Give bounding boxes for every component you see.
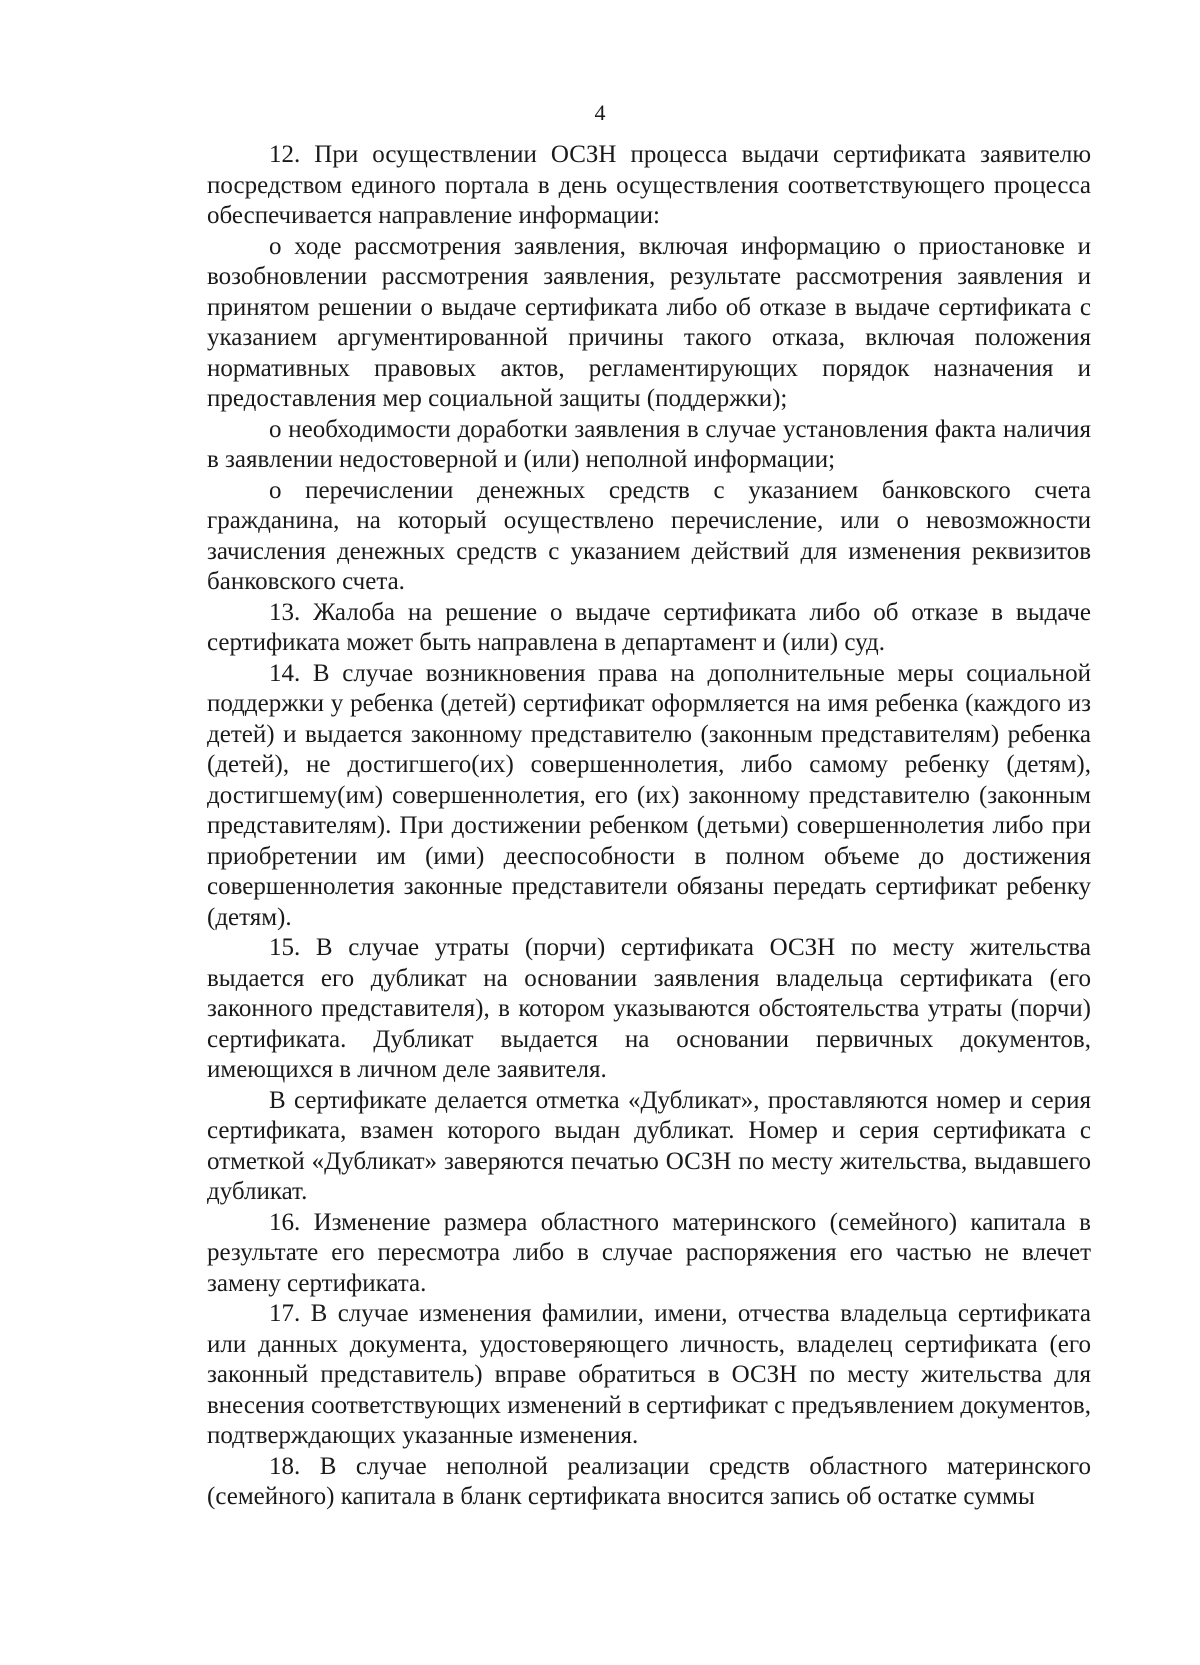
paragraph-13: 13. Жалоба на решение о выдаче сертификата либо об отказе в выдаче сертификата может быть направлена в департамент и (или) суд. [207,598,1091,656]
page-number: 4 [594,100,606,125]
paragraph-14: 14. В случае возникновения права на дополнительные меры социальной поддержки у ребенка (детей) сертификат оформляется на имя ребенка (каждого из детей) и выдается законному представителю (законным представителям) ребенка (детей), не достигшего(их) совершеннолетия, либо самому ребенку (детям), достигшему(им) совершеннолетия, его (их) законному представителю (законным представителям). При достижении ребенком (детьми) совершеннолетия либо при приобретении им (ими) дееспособности в полном объеме до достижения совершеннолетия законные представители обязаны передать сертификат ребенку (детям). [207,659,1091,931]
document-body [207,140,1091,1513]
paragraph-15: 15. В случае утраты (порчи) сертификата ОСЗН по месту жительства выдается его дубликат на основании заявления владельца сертификата (его законного представителя), в котором указываются обстоятельства утраты (порчи) сертификата. Дубликат выдается на основании первичных документов, имеющихся в личном деле заявителя. [207,934,1091,1083]
paragraph-17: 17. В случае изменения фамилии, имени, отчества владельца сертификата или данных документа, удостоверяющего личность, владелец сертификата (его законный представитель) вправе обратиться в ОСЗН по месту жительства для внесения соответствующих изменений в сертификат с предъявлением документов, подтверждающих указанные изменения. [207,1300,1091,1449]
paragraph-12-item-transfer: о перечислении денежных средств с указанием банковского счета гражданина, на который осуществлено перечисление, или о невозможности зачисления денежных средств с указанием действий для изменения реквизитов банковского счета. [207,476,1091,595]
paragraph-15-duplicate-mark: В сертификате делается отметка «Дубликат», проставляются номер и серия сертификата, взамен которого выдан дубликат. Номер и серия сертификата с отметкой «Дубликат» заверяются печатью ОСЗН по месту жительства, выдавшего дубликат. [207,1086,1091,1205]
paragraph-16: 16. Изменение размера областного материнского (семейного) капитала в результате его пересмотра либо в случае распоряжения его частью не влечет замену сертификата. [207,1208,1091,1297]
paragraph-12-item-revision: о необходимости доработки заявления в случае установления факта наличия в заявлении недостоверной и (или) неполной информации; [207,415,1091,473]
paragraph-12-item-review: о ходе рассмотрения заявления, включая информацию о приостановке и возобновлении рассмотрения заявления, результате рассмотрения заявления и принятом решении о выдаче сертификата либо об отказе в выдаче сертификата с указанием аргументированной причины такого отказа, включая положения нормативных правовых актов, регламентирующих порядок назначения и предоставления мер социальной защиты (поддержки); [207,232,1091,412]
paragraph-18: 18. В случае неполной реализации средств областного материнского (семейного) капитала в бланк сертификата вносится запись об остатке суммы [207,1452,1091,1510]
paragraph-12: 12. При осуществлении ОСЗН процесса выдачи сертификата заявителю посредством единого портала в день осуществления соответствующего процесса обеспечивается направление информации: [207,141,1091,229]
